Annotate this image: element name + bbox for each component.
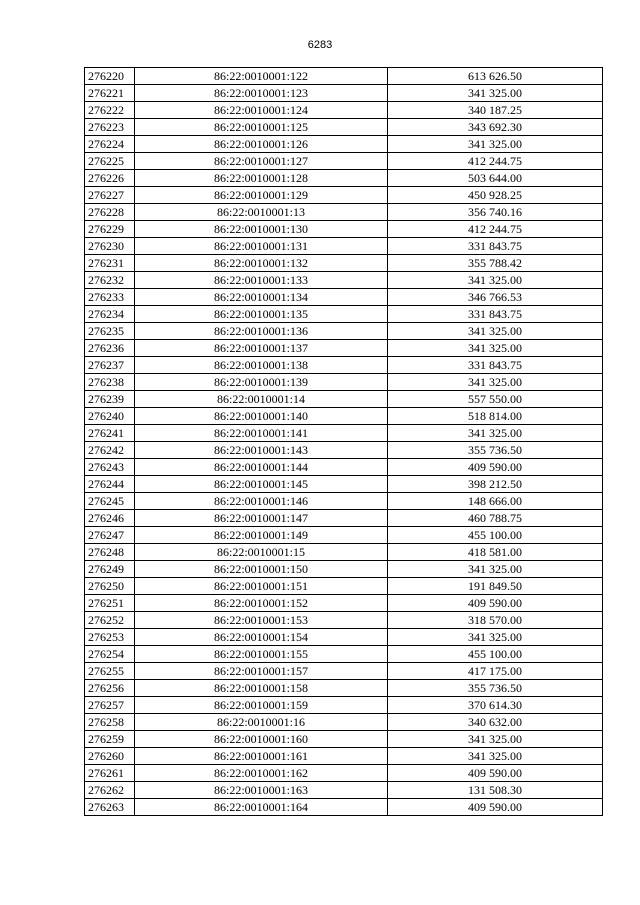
cadastral-value-cell: 613 626.50 (388, 68, 603, 85)
cadastral-value-cell: 503 644.00 (388, 170, 603, 187)
cadastral-number-cell: 86:22:0010001:158 (135, 680, 388, 697)
cadastral-number-cell: 86:22:0010001:164 (135, 799, 388, 816)
table-row (85, 714, 603, 731)
record-number-cell: 276252 (85, 612, 135, 629)
cadastral-value-cell: 355 736.50 (388, 442, 603, 459)
record-number-cell: 276231 (85, 255, 135, 272)
cadastral-number-cell: 86:22:0010001:15 (135, 544, 388, 561)
cadastral-number-cell: 86:22:0010001:151 (135, 578, 388, 595)
table-row (85, 238, 603, 255)
cadastral-number-cell: 86:22:0010001:136 (135, 323, 388, 340)
cadastral-value-cell: 341 325.00 (388, 85, 603, 102)
table-row (85, 731, 603, 748)
record-number-cell: 276221 (85, 85, 135, 102)
cadastral-value-cell: 412 244.75 (388, 221, 603, 238)
record-number-cell: 276247 (85, 527, 135, 544)
table-row (85, 272, 603, 289)
cadastral-value-cell: 460 788.75 (388, 510, 603, 527)
cadastral-value-cell: 455 100.00 (388, 527, 603, 544)
cadastral-number-cell: 86:22:0010001:134 (135, 289, 388, 306)
table-row (85, 527, 603, 544)
cadastral-number-cell: 86:22:0010001:132 (135, 255, 388, 272)
cadastral-value-cell: 356 740.16 (388, 204, 603, 221)
cadastral-number-cell: 86:22:0010001:163 (135, 782, 388, 799)
cadastral-number-cell: 86:22:0010001:131 (135, 238, 388, 255)
cadastral-number-cell: 86:22:0010001:16 (135, 714, 388, 731)
cadastral-value-table (84, 67, 603, 816)
cadastral-value-cell: 341 325.00 (388, 272, 603, 289)
record-number-cell: 276232 (85, 272, 135, 289)
cadastral-value-cell: 409 590.00 (388, 459, 603, 476)
record-number-cell: 276228 (85, 204, 135, 221)
record-number-cell: 276249 (85, 561, 135, 578)
cadastral-value-cell: 450 928.25 (388, 187, 603, 204)
cadastral-value-cell: 455 100.00 (388, 646, 603, 663)
record-number-cell: 276250 (85, 578, 135, 595)
record-number-cell: 276238 (85, 374, 135, 391)
record-number-cell: 276262 (85, 782, 135, 799)
cadastral-number-cell: 86:22:0010001:139 (135, 374, 388, 391)
table-row (85, 782, 603, 799)
cadastral-value-cell: 341 325.00 (388, 323, 603, 340)
cadastral-value-cell: 409 590.00 (388, 595, 603, 612)
cadastral-value-cell: 346 766.53 (388, 289, 603, 306)
record-number-cell: 276244 (85, 476, 135, 493)
table-row (85, 102, 603, 119)
cadastral-number-cell: 86:22:0010001:128 (135, 170, 388, 187)
cadastral-number-cell: 86:22:0010001:140 (135, 408, 388, 425)
table-row (85, 544, 603, 561)
table-row (85, 306, 603, 323)
table-row (85, 170, 603, 187)
record-number-cell: 276220 (85, 68, 135, 85)
table-row (85, 578, 603, 595)
cadastral-value-cell: 557 550.00 (388, 391, 603, 408)
table-row (85, 204, 603, 221)
table-row (85, 799, 603, 816)
record-number-cell: 276256 (85, 680, 135, 697)
cadastral-value-cell: 412 244.75 (388, 153, 603, 170)
table-row (85, 153, 603, 170)
record-number-cell: 276240 (85, 408, 135, 425)
table-row (85, 119, 603, 136)
cadastral-number-cell: 86:22:0010001:124 (135, 102, 388, 119)
cadastral-value-cell: 131 508.30 (388, 782, 603, 799)
cadastral-value-cell: 355 788.42 (388, 255, 603, 272)
table-row (85, 68, 603, 85)
cadastral-value-cell: 417 175.00 (388, 663, 603, 680)
table-row (85, 340, 603, 357)
cadastral-number-cell: 86:22:0010001:127 (135, 153, 388, 170)
cadastral-value-cell: 341 325.00 (388, 425, 603, 442)
record-number-cell: 276237 (85, 357, 135, 374)
cadastral-value-cell: 340 187.25 (388, 102, 603, 119)
record-number-cell: 276261 (85, 765, 135, 782)
record-number-cell: 276241 (85, 425, 135, 442)
cadastral-value-cell: 518 814.00 (388, 408, 603, 425)
cadastral-number-cell: 86:22:0010001:130 (135, 221, 388, 238)
table-row (85, 408, 603, 425)
record-number-cell: 276253 (85, 629, 135, 646)
table-row (85, 357, 603, 374)
table-row (85, 374, 603, 391)
table-row (85, 289, 603, 306)
cadastral-number-cell: 86:22:0010001:137 (135, 340, 388, 357)
cadastral-value-cell: 318 570.00 (388, 612, 603, 629)
record-number-cell: 276251 (85, 595, 135, 612)
cadastral-value-cell: 343 692.30 (388, 119, 603, 136)
table-row (85, 85, 603, 102)
cadastral-value-cell: 341 325.00 (388, 731, 603, 748)
cadastral-number-cell: 86:22:0010001:135 (135, 306, 388, 323)
cadastral-value-cell: 398 212.50 (388, 476, 603, 493)
record-number-cell: 276225 (85, 153, 135, 170)
cadastral-number-cell: 86:22:0010001:14 (135, 391, 388, 408)
cadastral-number-cell: 86:22:0010001:161 (135, 748, 388, 765)
cadastral-number-cell: 86:22:0010001:157 (135, 663, 388, 680)
cadastral-value-cell: 341 325.00 (388, 629, 603, 646)
cadastral-number-cell: 86:22:0010001:133 (135, 272, 388, 289)
cadastral-number-cell: 86:22:0010001:159 (135, 697, 388, 714)
table-row (85, 493, 603, 510)
record-number-cell: 276260 (85, 748, 135, 765)
table-row (85, 255, 603, 272)
cadastral-number-cell: 86:22:0010001:153 (135, 612, 388, 629)
table-row (85, 612, 603, 629)
cadastral-value-cell: 191 849.50 (388, 578, 603, 595)
record-number-cell: 276236 (85, 340, 135, 357)
table-row (85, 561, 603, 578)
table-row (85, 136, 603, 153)
table-row (85, 442, 603, 459)
record-number-cell: 276227 (85, 187, 135, 204)
cadastral-number-cell: 86:22:0010001:149 (135, 527, 388, 544)
cadastral-value-cell: 341 325.00 (388, 748, 603, 765)
cadastral-number-cell: 86:22:0010001:129 (135, 187, 388, 204)
record-number-cell: 276263 (85, 799, 135, 816)
cadastral-value-cell: 331 843.75 (388, 306, 603, 323)
cadastral-number-cell: 86:22:0010001:152 (135, 595, 388, 612)
table-row (85, 323, 603, 340)
record-number-cell: 276224 (85, 136, 135, 153)
cadastral-number-cell: 86:22:0010001:122 (135, 68, 388, 85)
cadastral-value-cell: 331 843.75 (388, 357, 603, 374)
table-row (85, 476, 603, 493)
cadastral-number-cell: 86:22:0010001:146 (135, 493, 388, 510)
record-number-cell: 276233 (85, 289, 135, 306)
record-number-cell: 276234 (85, 306, 135, 323)
cadastral-number-cell: 86:22:0010001:13 (135, 204, 388, 221)
record-number-cell: 276254 (85, 646, 135, 663)
cadastral-value-cell: 148 666.00 (388, 493, 603, 510)
record-number-cell: 276226 (85, 170, 135, 187)
record-number-cell: 276242 (85, 442, 135, 459)
cadastral-value-cell: 418 581.00 (388, 544, 603, 561)
table-body (85, 68, 603, 816)
record-number-cell: 276257 (85, 697, 135, 714)
cadastral-number-cell: 86:22:0010001:125 (135, 119, 388, 136)
cadastral-number-cell: 86:22:0010001:162 (135, 765, 388, 782)
cadastral-number-cell: 86:22:0010001:147 (135, 510, 388, 527)
record-number-cell: 276259 (85, 731, 135, 748)
cadastral-number-cell: 86:22:0010001:141 (135, 425, 388, 442)
cadastral-value-cell: 409 590.00 (388, 765, 603, 782)
table-row (85, 459, 603, 476)
record-number-cell: 276235 (85, 323, 135, 340)
cadastral-value-cell: 340 632.00 (388, 714, 603, 731)
record-number-cell: 276230 (85, 238, 135, 255)
cadastral-number-cell: 86:22:0010001:144 (135, 459, 388, 476)
table-row (85, 391, 603, 408)
cadastral-value-cell: 341 325.00 (388, 561, 603, 578)
table-row (85, 765, 603, 782)
table-row (85, 748, 603, 765)
record-number-cell: 276239 (85, 391, 135, 408)
cadastral-number-cell: 86:22:0010001:126 (135, 136, 388, 153)
record-number-cell: 276229 (85, 221, 135, 238)
table-row (85, 697, 603, 714)
record-number-cell: 276246 (85, 510, 135, 527)
cadastral-value-cell: 341 325.00 (388, 374, 603, 391)
cadastral-number-cell: 86:22:0010001:145 (135, 476, 388, 493)
cadastral-value-cell: 341 325.00 (388, 136, 603, 153)
cadastral-number-cell: 86:22:0010001:123 (135, 85, 388, 102)
record-number-cell: 276258 (85, 714, 135, 731)
table-row (85, 663, 603, 680)
record-number-cell: 276222 (85, 102, 135, 119)
record-number-cell: 276245 (85, 493, 135, 510)
table-row (85, 680, 603, 697)
record-number-cell: 276255 (85, 663, 135, 680)
record-number-cell: 276223 (85, 119, 135, 136)
table-row (85, 187, 603, 204)
cadastral-value-cell: 409 590.00 (388, 799, 603, 816)
cadastral-number-cell: 86:22:0010001:154 (135, 629, 388, 646)
cadastral-number-cell: 86:22:0010001:138 (135, 357, 388, 374)
table-row (85, 629, 603, 646)
cadastral-number-cell: 86:22:0010001:160 (135, 731, 388, 748)
table-row (85, 595, 603, 612)
cadastral-value-cell: 331 843.75 (388, 238, 603, 255)
cadastral-value-cell: 341 325.00 (388, 340, 603, 357)
cadastral-value-cell: 355 736.50 (388, 680, 603, 697)
table-row (85, 646, 603, 663)
cadastral-value-cell: 370 614.30 (388, 697, 603, 714)
table-row (85, 221, 603, 238)
cadastral-number-cell: 86:22:0010001:150 (135, 561, 388, 578)
page-number: 6283 (307, 39, 333, 51)
record-number-cell: 276243 (85, 459, 135, 476)
cadastral-number-cell: 86:22:0010001:143 (135, 442, 388, 459)
table-row (85, 425, 603, 442)
cadastral-number-cell: 86:22:0010001:155 (135, 646, 388, 663)
record-number-cell: 276248 (85, 544, 135, 561)
table-row (85, 510, 603, 527)
